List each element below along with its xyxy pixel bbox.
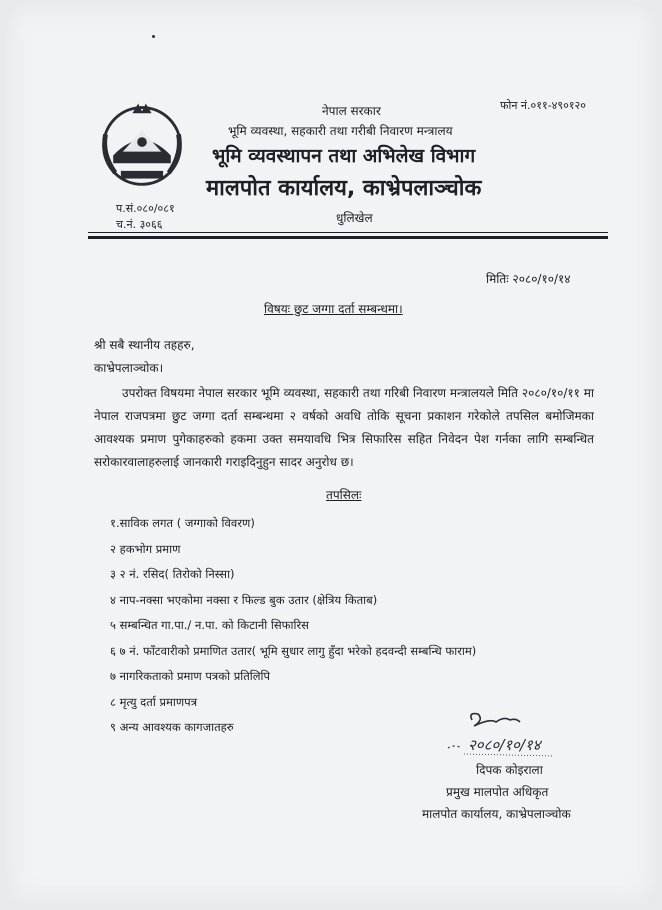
letter-page bbox=[6, 4, 656, 904]
list-item: ५ सम्बन्धित गा.पा./ न.पा. को किटानी सिफारिस bbox=[110, 618, 309, 632]
header-divider-thin bbox=[88, 232, 608, 233]
recipient-line-2: काभ्रेपलाञ्चोक। bbox=[94, 361, 164, 375]
letter-reference-number: प.सं.०८०/०८१ bbox=[116, 202, 175, 215]
dispatch-number: च.नं. ३०६६ bbox=[116, 218, 163, 231]
list-item: ४ नाप-नक्सा भएकोमा नक्सा र फिल्ड बुक उतार (क्षेत्रिय किताब) bbox=[110, 592, 378, 607]
signatory-office: मालपोत कार्यालय, काभ्रेपलाञ्चोक bbox=[422, 807, 571, 821]
header-divider-thick bbox=[88, 236, 608, 239]
signature-date: २०८०/१०/१४ bbox=[468, 736, 541, 754]
government-line: नेपाल सरकार bbox=[322, 104, 381, 118]
letter-date: मितिः २०८०/१०/१४ bbox=[486, 272, 571, 286]
recipient-line-1: श्री सबै स्थानीय तहहरु, bbox=[94, 338, 195, 352]
handwritten-signature bbox=[444, 710, 604, 762]
required-documents-list bbox=[110, 514, 476, 744]
nepal-emblem-logo bbox=[94, 96, 190, 192]
list-item: ३ २ नं. रसिद( तिरोको निस्सा) bbox=[110, 567, 235, 581]
signatory-name: दिपक कोइराला bbox=[476, 763, 543, 777]
department-line: भूमि व्यवस्थापन तथा अभिलेख विभाग bbox=[212, 145, 476, 167]
signatory-role: प्रमुख मालपोत अधिकृत bbox=[446, 785, 549, 799]
list-item: ८ मृत्यु दर्ता प्रमाणपत्र bbox=[110, 694, 198, 709]
list-item: २ हकभोग प्रमाण bbox=[110, 541, 181, 556]
office-name: मालपोत कार्यालय, काभ्रेपलाञ्चोक bbox=[206, 176, 482, 201]
ministry-line: भूमि व्यवस्था, सहकारी तथा गरीबी निवारण मन्त्रालय bbox=[228, 124, 453, 138]
details-heading: तपसिलः bbox=[326, 488, 362, 502]
list-item: ७ नागरिकताको प्रमाण पत्रको प्रतिलिपि bbox=[110, 669, 271, 683]
letter-subject: विषयः छुट जग्गा दर्ता सम्बन्धमा। bbox=[264, 302, 403, 316]
office-location: धुलिखेल bbox=[336, 211, 373, 225]
list-item: १.साविक लगत ( जग्गाको विवरण) bbox=[110, 516, 255, 530]
letter-body: उपरोक्त विषयमा नेपाल सरकार भूमि व्यवस्था, सहकारी तथा गरिबी निवारण मन्त्रालयले मिति २०८०/१०/११ मा नेपाल राजपत्रमा छुट जग्गा दर्ता सम्बन्धमा २ वर्षको अवधि तोकि सूचना प्रकाशन गरेकोले तपसिल बमोजिमका आवश्यक प्रमाण पुगेकाहरुको हकमा उक्त समयावधि भित्र सिफारिस सहित निवेदन पेश गर्नका लागि सम्बन्धित सरोकारवालाहरुलाई जानकारी गराइदिनुहुन सादर अनुरोध छ। bbox=[94, 386, 594, 469]
phone-number: फोन नं.०११-४९०१२० bbox=[500, 99, 586, 112]
list-item: ९ अन्य आवश्यक कागजातहरु bbox=[110, 720, 234, 734]
paper-speck bbox=[152, 35, 155, 38]
list-item: ६ ७ नं. फाँटवारीको प्रमाणित उतार( भूमि सुधार लागु हुँदा भरेको हदवन्दी सम्बन्धि फाराम) bbox=[110, 643, 477, 658]
